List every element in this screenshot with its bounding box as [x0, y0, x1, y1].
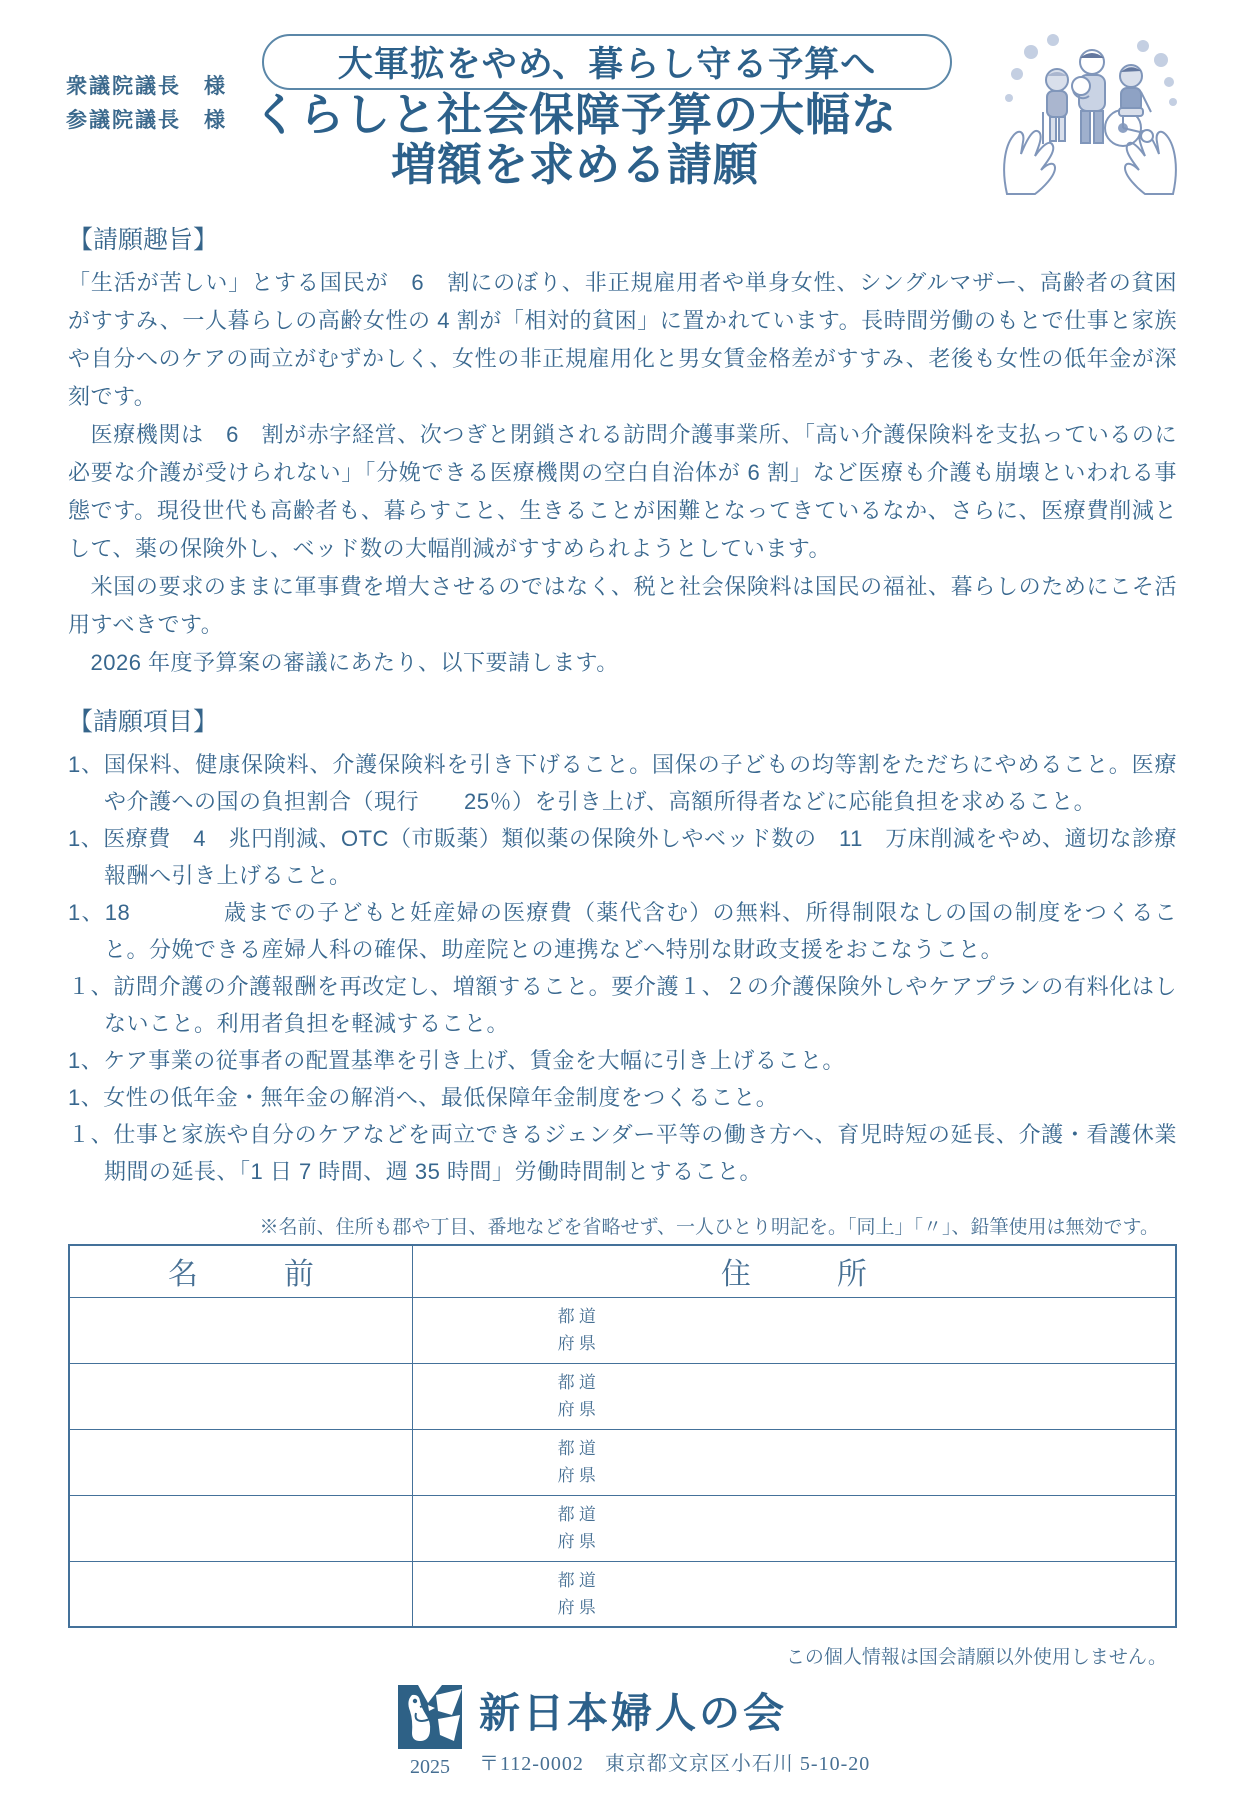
prefecture-label: 都 道 府 県 — [557, 1307, 596, 1353]
petition-body — [0, 220, 1241, 1669]
footer — [395, 1685, 1241, 1805]
signature-row — [69, 1561, 1176, 1627]
address-entry-cell[interactable] — [412, 1561, 1176, 1627]
purpose-paragraph: 2026 年度予算案の審議にあたり、以下要請します。 — [68, 650, 619, 675]
signature-table — [68, 1244, 1177, 1628]
left-hand — [1004, 131, 1055, 194]
prefecture-label: 都 道 府 県 — [557, 1505, 596, 1551]
purpose-heading: 【請願趣旨】 — [68, 227, 219, 254]
address-entry-cell[interactable] — [412, 1495, 1176, 1561]
org-info — [479, 1685, 870, 1776]
privacy-note: この個人情報は国会請願以外使用しません。 — [785, 1647, 1167, 1668]
address-entry-cell[interactable] — [412, 1363, 1176, 1429]
title-line-2: 増額を求める請願 — [390, 139, 759, 190]
petition-item: １、訪問介護の介護報酬を再改定し、増額すること。要介護１、２の介護保険外しやケアプランの有料化はしないこと。利用者負担を軽減すること。 — [68, 974, 1177, 1036]
title-line-1: くらしと社会保障予算の大幅な — [252, 89, 897, 140]
petition-item: 1、国保料、健康保険料、介護保険料を引き下げること。国保の子どもの均等割をただちにやめること。医療や介護への国の負担割合（現行 25％）を引き上げ、高額所得者などに応能負担を求めること。 — [68, 752, 1177, 814]
people-in-hands-illustration — [995, 28, 1185, 196]
petition-item: １、仕事と家族や自分のケアなどを両立できるジェンダー平等の働き方へ、育児時短の延長、介護・看護休業期間の延長、「1 日 7 時間、週 35 時間」労働時間制とすること。 — [68, 1122, 1177, 1184]
table-note: ※名前、住所も郡や丁目、番地などを省略せず、一人ひとり明記を。「同上」「〃」、鉛筆使用は無効です。 — [259, 1217, 1159, 1238]
petition-item: 1、ケア事業の従事者の配置基準を引き上げ、賃金を大幅に引き上げること。 — [68, 1048, 845, 1073]
signature-row — [69, 1297, 1176, 1363]
table-header-row — [69, 1245, 1176, 1297]
elderly-person — [1043, 69, 1068, 144]
items-heading: 【請願項目】 — [68, 709, 219, 736]
signature-row — [69, 1429, 1176, 1495]
name-entry-cell[interactable] — [69, 1363, 412, 1429]
name-entry-cell[interactable] — [69, 1561, 412, 1627]
slogan-banner — [262, 34, 952, 90]
slogan-text: 大軍拡をやめ、暮らし守る予算へ — [337, 45, 877, 84]
prefecture-label: 都 道 府 県 — [557, 1439, 596, 1485]
header — [0, 0, 1241, 200]
petition-item: 1、18 歳までの子どもと妊産婦の医療費（薬代含む）の無料、所得制限なしの国の制度をつくること。分娩できる産婦人科の確保、助産院との連携などへ特別な財政支援をおこなうこと。 — [68, 900, 1177, 962]
org-name: 新日本婦人の会 — [479, 1690, 787, 1736]
adult-with-baby — [1072, 50, 1105, 143]
petition-item: 1、医療費 4 兆円削減、OTC（市販薬）類似薬の保険外しやベッド数の 11 万床削減をやめ、適切な診療報酬へ引き上げること。 — [68, 826, 1177, 888]
column-header-name: 名 前 — [69, 1245, 412, 1297]
signature-row — [69, 1495, 1176, 1561]
logo-year: 2025 — [410, 1756, 450, 1778]
signature-row — [69, 1363, 1176, 1429]
name-entry-cell[interactable] — [69, 1297, 412, 1363]
org-logo-block — [395, 1685, 465, 1779]
address-entry-cell[interactable] — [412, 1297, 1176, 1363]
petition-title — [160, 90, 990, 190]
petition-item: 1、女性の低年金・無年金の解消へ、最低保障年金制度をつくること。 — [68, 1085, 779, 1110]
column-header-address: 住 所 — [412, 1245, 1176, 1297]
dove-logo-icon — [398, 1685, 462, 1749]
wheelchair-user — [1105, 65, 1153, 146]
address-entry-cell[interactable] — [412, 1429, 1176, 1495]
prefecture-label: 都 道 府 県 — [557, 1570, 596, 1617]
purpose-paragraph: 医療機関は 6 割が赤字経営、次つぎと閉鎖される訪問介護事業所、「高い介護保険料を支払っているのに必要な介護が受けられない」「分娩できる医療機関の空白自治体が 6 割」など医療も介護も崩壊といわれる事態です。現役世代も高齢者も、暮らすこと、生きることが困難となってきているなか、さらに、医療費削減として、薬の保険外し、ベッド数の大幅削減がすすめられようとしています。 — [68, 422, 1177, 561]
addressee-house-of-councillors: 参議院議長 様 — [66, 109, 227, 132]
purpose-paragraph: 米国の要求のままに軍事費を増大させるのではなく、税と社会保険料は国民の福祉、暮らしのためにこそ活用すべきです。 — [68, 574, 1177, 637]
org-address: 〒112-0002 東京都文京区小石川 5-10-20 — [479, 1753, 871, 1775]
addressee-house-of-representatives: 衆議院議長 様 — [66, 75, 227, 98]
prefecture-label: 都 道 府 県 — [557, 1373, 596, 1419]
name-entry-cell[interactable] — [69, 1495, 412, 1561]
name-entry-cell[interactable] — [69, 1429, 412, 1495]
purpose-paragraph: 「生活が苦しい」とする国民が 6 割にのぼり、非正規雇用者や単身女性、シングルマザー、高齢者の貧困がすすみ、一人暮らしの高齢女性の 4 割が「相対的貧困」に置かれています。長時間労働のもとで仕事と家族や自分へのケアの両立がむずかしく、女性の非正規雇用化と男女賃金格差がすすみ、老後も女性の低年金が深刻です。 — [68, 270, 1177, 409]
